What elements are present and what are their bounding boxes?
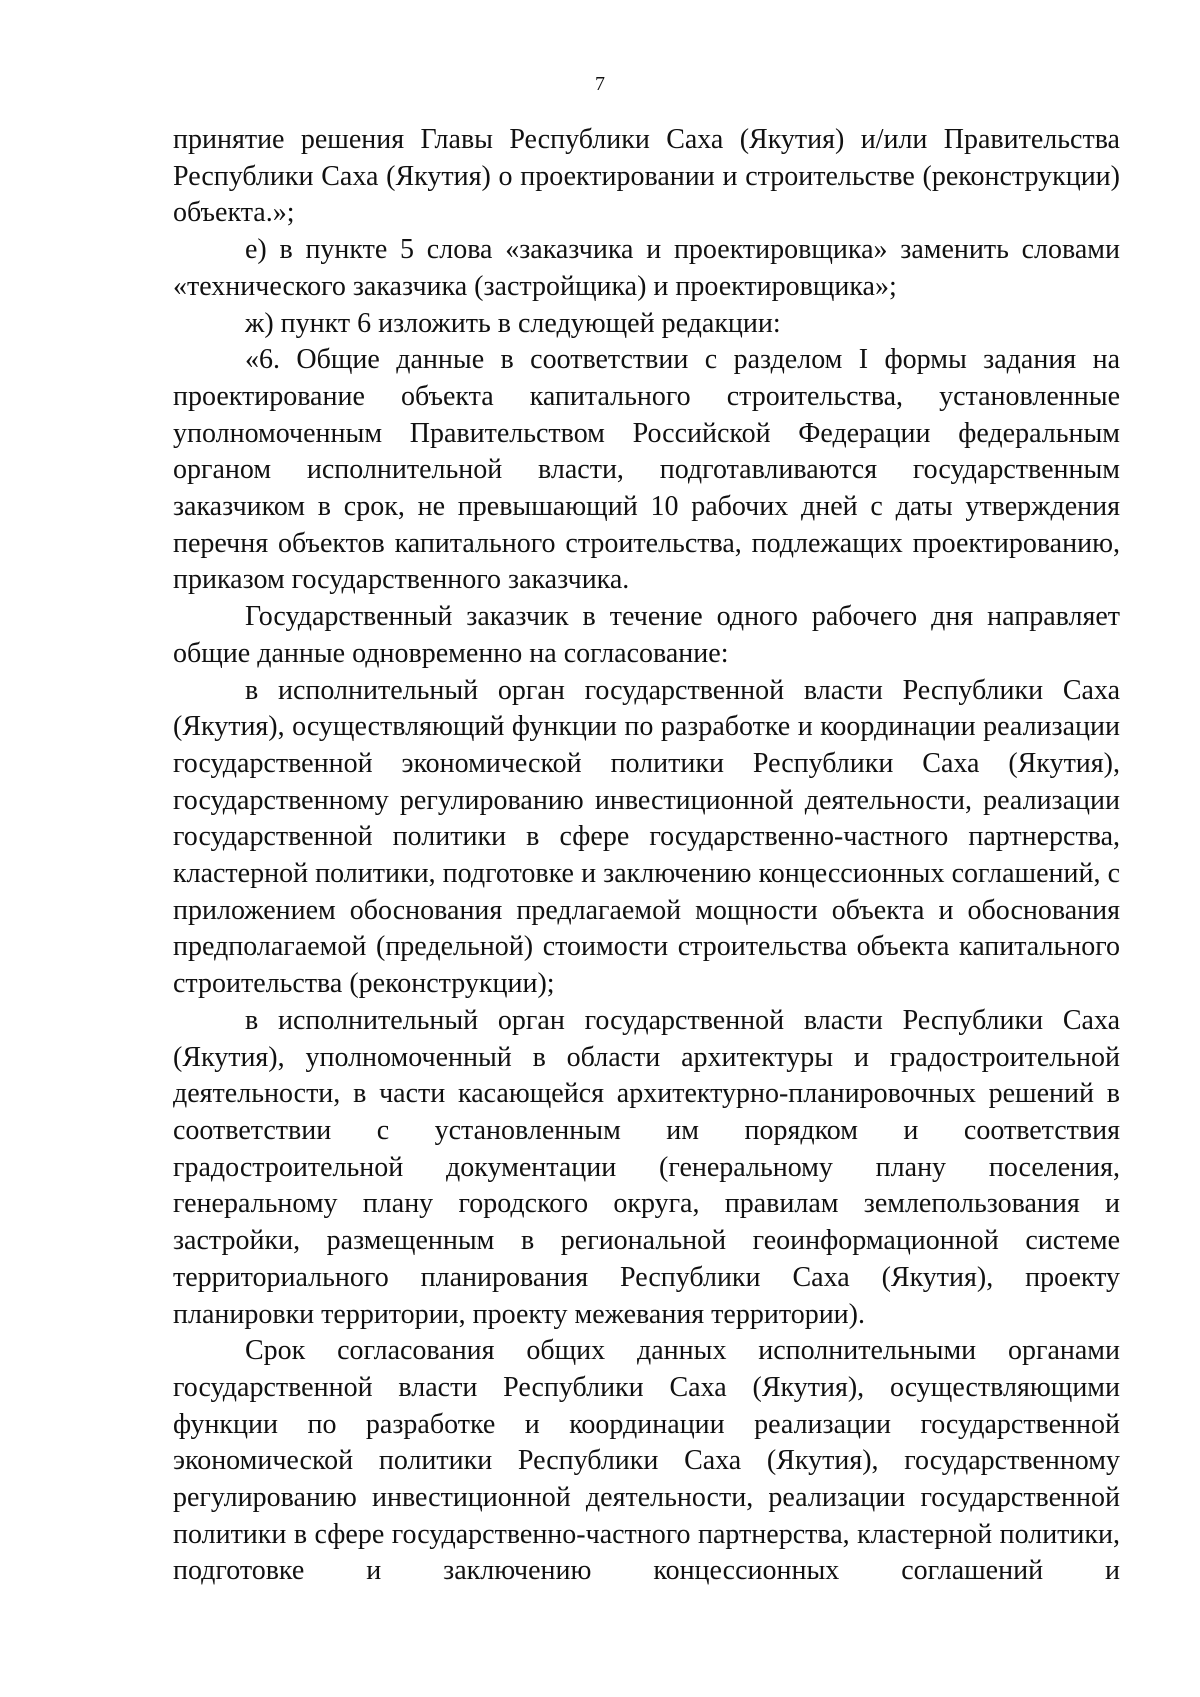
paragraph-item-zh: ж) пункт 6 изложить в следующей редакции: [245,307,781,339]
paragraph-customer-sends: Государственный заказчик в течение одного рабочего дня направляет общие данные одновременно на согласование: [173,601,1120,669]
paragraph-approval-term: Срок согласования общих данных исполнительными органами государственной власти Республики Саха (Якутия), осуществляющими функции по разработке и координации реализации государственной экономической политики Республики Саха (Якутия), государственному регулированию инвестиционной деятельности, реализации государственной политики в сфере государственно-частного партнерства, кластерной политики, подготовке и заключению концессионных соглашений и [173,1335,1120,1587]
paragraph-economic-body: в исполнительный орган государственной власти Республики Саха (Якутия), осуществляющий функции по разработке и координации реализации государственной экономической политики Республики Саха (Якутия), государственному регулированию инвестиционной деятельности, реализации государственной политики в сфере государственно-частного партнерства, кластерной политики, подготовке и заключению концессионных соглашений, с приложением обоснования предлагаемой мощности объекта и обоснования предполагаемой (предельной) стоимости строительства объекта капитального строительства (реконструкции); [173,674,1120,1000]
document-body [173,122,1120,1590]
page-number: 7 [595,73,605,95]
paragraph-continuation: принятие решения Главы Республики Саха (Якутия) и/или Правительства Республики Саха (Якутия) о проектировании и строительстве (реконструкции) объекта.»; [173,124,1120,229]
paragraph-point-6: «6. Общие данные в соответствии с разделом I формы задания на проектирование объекта капитального строительства, установленные уполномоченным Правительством Российской Федерации федеральным органом исполнительной власти, подготавливаются государственным заказчиком в срок, не превышающий 10 рабочих дней с даты утверждения перечня объектов капитального строительства, подлежащих проектированию, приказом государственного заказчика. [173,344,1120,596]
paragraph-item-e: е) в пункте 5 слова «заказчика и проектировщика» заменить словами «технического заказчика (застройщика) и проектировщика»; [173,234,1120,302]
paragraph-architecture-body: в исполнительный орган государственной власти Республики Саха (Якутия), уполномоченный в области архитектуры и градостроительной деятельности, в части касающейся архитектурно-планировочных решений в соответствии с установленным им порядком и соответствия градостроительной документации (генеральному плану поселения, генеральному плану городского округа, правилам землепользования и застройки, размещенным в региональной геоинформационной системе территориального планирования Республики Саха (Якутия), проекту планировки территории, проекту межевания территории). [173,1004,1120,1330]
